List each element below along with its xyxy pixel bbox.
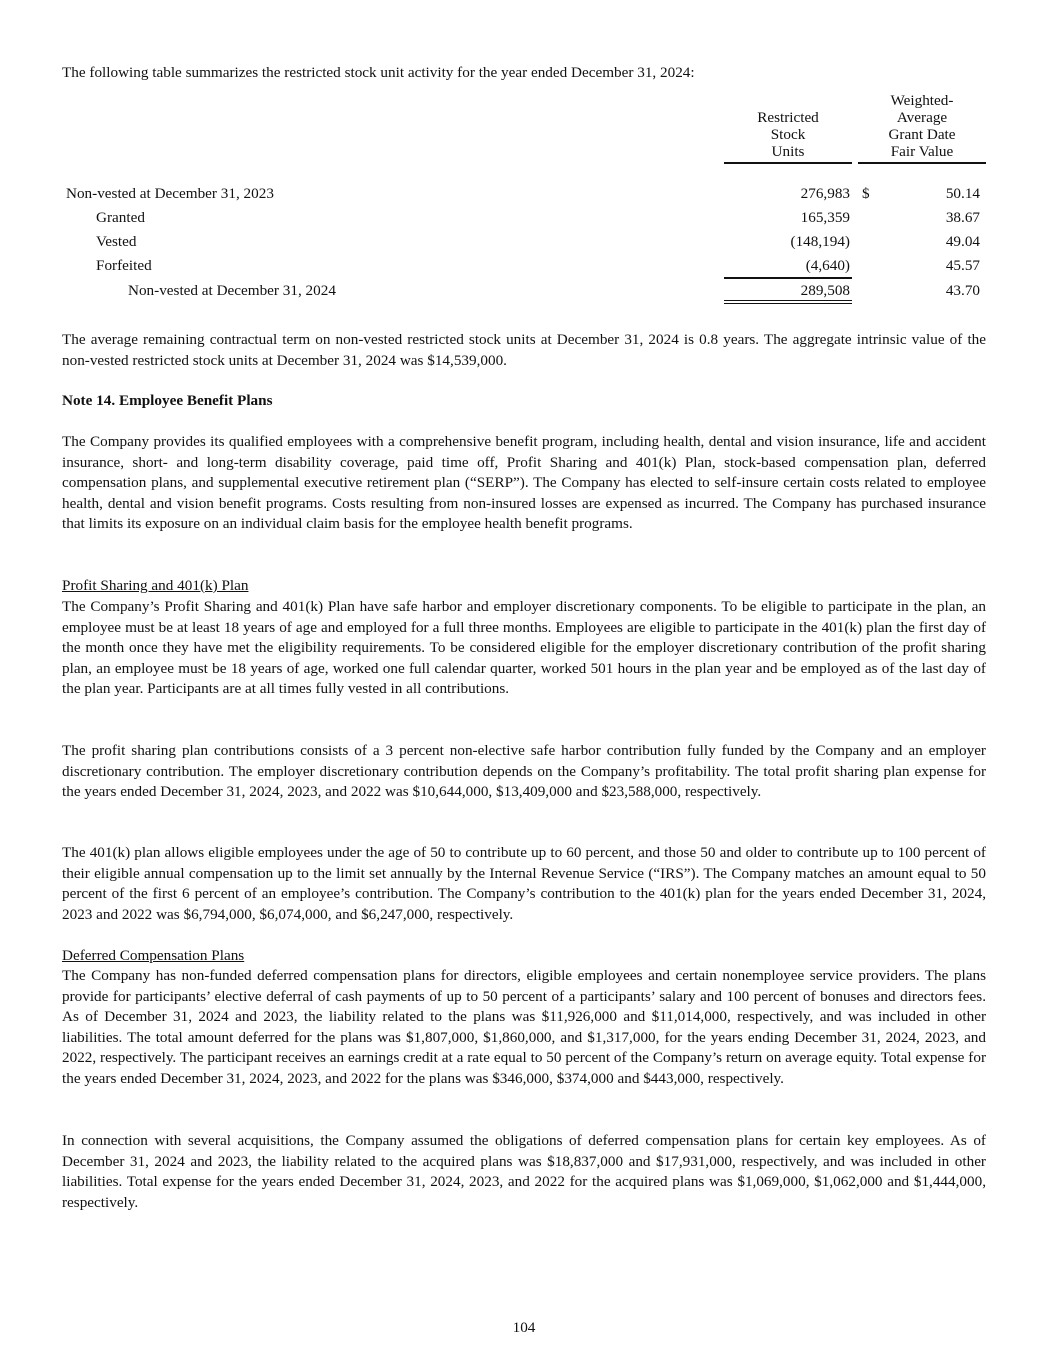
rsu-term-paragraph: The average remaining contractual term on non-vested restricted stock units at December 31, 2024 is 0.8 years. The aggregate intrinsic value of the non-vested restricted stock units at December 31, 2024 was $14,539,000. xyxy=(62,331,986,369)
table-row: Non-vested at December 31, 2023 276,983 $ 50.14 xyxy=(66,185,980,202)
total-double-rule xyxy=(724,300,852,304)
table-row: Granted 165,359 38.67 xyxy=(96,209,980,226)
table-row: Forfeited (4,640) 45.57 xyxy=(96,257,980,274)
table-row: Vested (148,194) 49.04 xyxy=(96,233,980,250)
profit-sharing-paragraph-2: The profit sharing plan contributions consists of a 3 percent non-elective safe harbor contribution fully funded by the Company and an employer discretionary contribution. The employer discretionary contribution depends on the Company’s profitability. The total profit sharing plan expense for the years ended December 31, 2024, 2023, and 2022 was $10,644,000, $13,409,000 and $23,588,000, respectively. xyxy=(62,742,986,800)
deferred-comp-heading: Deferred Compensation Plans xyxy=(62,947,245,964)
page-number: 104 xyxy=(512,1319,536,1336)
table-row-total: Non-vested at December 31, 2024 289,508 43.70 xyxy=(128,282,980,299)
note-heading: Note 14. Employee Benefit Plans xyxy=(62,392,273,409)
header-rule-fair-value xyxy=(858,162,986,164)
plan-401k-paragraph: The 401(k) plan allows eligible employees under the age of 50 to contribute up to 60 percent, and those 50 and older to contribute up to 100 percent of their eligible annual compensation up to the limit set annually by the Internal Revenue Service (“IRS”). The Company matches an amount equal to 50 percent of the first 6 percent of an employee’s contribution. The Company’s contribution to the 401(k) plan for the years ended December 31, 2024, 2023 and 2022 was $6,794,000, $6,074,000, and $6,247,000, respectively. xyxy=(62,844,986,923)
column-header-fair-value: Weighted- Average Grant Date Fair Value xyxy=(888,92,956,160)
header-rule-units xyxy=(724,162,852,164)
profit-sharing-paragraph-1: The Company’s Profit Sharing and 401(k) Plan have safe harbor and employer discretionary components. To be eligible to participate in the plan, an employee must be at least 18 years of age and employed for a full three months. Employees are eligible to participate in the 401(k) plan the first day of the month once they have met the eligibility requirements. To be considered eligible for the employer discretionary contribution of the profit sharing plan, an employee must be 18 years of age, worked one full calendar quarter, worked 501 hours in the plan year and be employed as of the last day of the plan year. Participants are at all times fully vested in all contributions. xyxy=(62,598,986,697)
column-header-units: Restricted Stock Units xyxy=(757,109,819,160)
benefits-paragraph: The Company provides its qualified employees with a comprehensive benefit program, including health, dental and vision insurance, life and accident insurance, short- and long-term disability coverage, paid time off, Profit Sharing and 401(k) Plan, stock-based compensation plan, deferred compensation plans, and supplemental executive retirement plan (“SERP”). The Company has elected to self-insure certain costs related to employee health, dental and vision benefit programs. Costs resulting from non-insured losses are expensed as incurred. The Company has purchased insurance that limits its exposure on an individual claim basis for the employee health benefit programs. xyxy=(62,433,986,532)
deferred-comp-paragraph-2: In connection with several acquisitions, the Company assumed the obligations of deferred compensation plans for certain key employees. As of December 31, 2024 and 2023, the liability related to the acquired plans was $18,837,000 and $17,931,000, respectively, and was included in other liabilities. Total expense for the years ended December 31, 2024, 2023, and 2022 for the acquired plans was $1,069,000, $1,062,000 and $1,444,000, respectively. xyxy=(62,1132,986,1211)
subtotal-rule xyxy=(724,277,852,279)
profit-sharing-heading: Profit Sharing and 401(k) Plan xyxy=(62,577,249,594)
deferred-comp-paragraph-1: The Company has non-funded deferred compensation plans for directors, eligible employees and certain nonemployee service providers. The plans provide for participants’ elective deferral of cash payments of up to 50 percent of a participants’ salary and 100 percent of bonuses and directors fees. As of December 31, 2024 and 2023, the liability related to the plans was $11,926,000 and $11,014,000, respectively, and was included in other liabilities. The total amount deferred for the plans was $1,807,000, $1,860,000, and $1,317,000, for the years ending December 31, 2024, 2023, and 2022, respectively. The participant receives an earnings credit at a rate equal to 50 percent of the Company’s return on average equity. Total expense for the years ended December 31, 2024, 2023, and 2022 for the plans was $346,000, $374,000 and $443,000, respectively. xyxy=(62,967,986,1087)
table-intro: The following table summarizes the restricted stock unit activity for the year ended December 31, 2024: xyxy=(62,64,695,81)
